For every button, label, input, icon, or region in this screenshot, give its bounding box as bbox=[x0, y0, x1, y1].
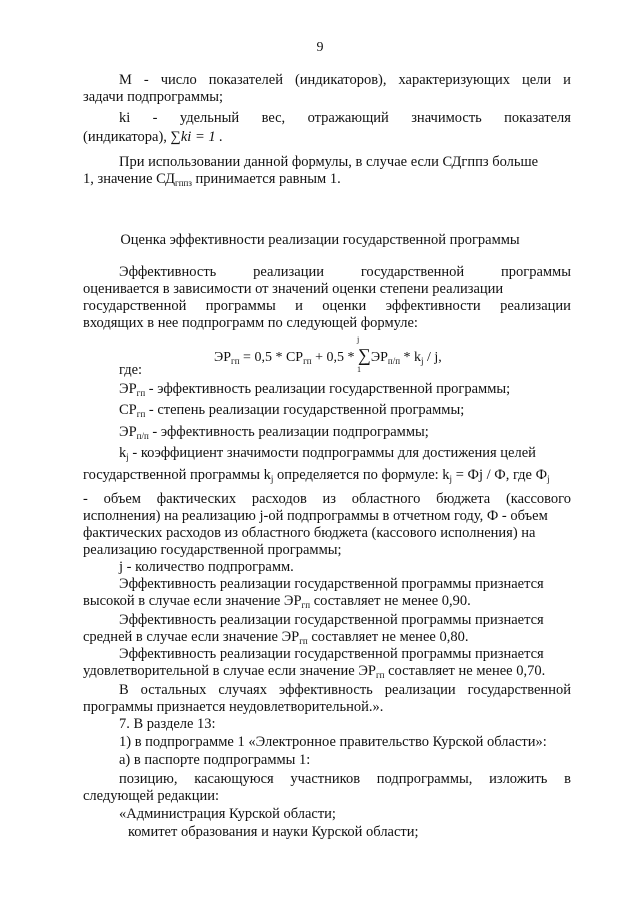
definition-text: - коэффициент значимости подпрограммы для достижения целей bbox=[128, 445, 536, 461]
definition-text: - эффективность реализации подпрограммы; bbox=[148, 424, 429, 440]
text-line: входящих в нее подпрограмм по следующей формуле: bbox=[83, 315, 418, 331]
subscript: j bbox=[449, 474, 453, 484]
text-line bbox=[83, 467, 571, 484]
word: показателя bbox=[504, 110, 571, 126]
text-line: задачи подпрограммы; bbox=[83, 89, 224, 105]
definition-text: - эффективность реализации государственной программы; bbox=[145, 381, 511, 397]
word: - bbox=[143, 72, 149, 88]
word: и bbox=[295, 298, 303, 314]
word: подпрограммы, bbox=[376, 771, 473, 787]
text-line: оценивается в зависимости от значений оценки степени реализации bbox=[83, 281, 504, 297]
word: фактических bbox=[156, 491, 237, 507]
text-part: определяется по формуле: k bbox=[273, 467, 450, 483]
word: реализации bbox=[500, 298, 571, 314]
text-line: а) в паспорте подпрограммы 1: bbox=[119, 752, 311, 768]
text-line: реализацию государственной программы; bbox=[83, 542, 342, 558]
text-line: Эффективность реализации государственной программы признается bbox=[119, 646, 544, 662]
definition-line bbox=[119, 402, 464, 419]
word: (индикатора), bbox=[83, 129, 167, 145]
word: позицию, bbox=[119, 771, 178, 787]
subscript: гп bbox=[303, 356, 312, 366]
page-number: 9 bbox=[316, 40, 324, 55]
definition-line bbox=[119, 424, 429, 441]
text-line bbox=[83, 663, 545, 680]
word: государственной bbox=[83, 298, 187, 314]
subscript: гп bbox=[301, 600, 311, 610]
text-line: где: bbox=[119, 362, 143, 378]
text-line: 7. В разделе 13: bbox=[119, 716, 216, 732]
word: эффективности bbox=[385, 298, 481, 314]
word: - bbox=[83, 491, 88, 507]
subscript: j bbox=[547, 474, 550, 484]
word: случаях bbox=[218, 682, 267, 698]
text-part: принимается равным 1. bbox=[191, 171, 341, 187]
subscript: п/п bbox=[387, 356, 401, 366]
word: изложить bbox=[489, 771, 548, 787]
word: отражающий bbox=[307, 110, 389, 126]
text-line bbox=[119, 771, 571, 788]
text-part: государственной программы k bbox=[83, 467, 271, 483]
word: реализации bbox=[384, 682, 456, 698]
word: расходов bbox=[251, 491, 307, 507]
text-line bbox=[83, 129, 223, 146]
word: Эффективность bbox=[119, 264, 217, 280]
subscript: п/п bbox=[136, 431, 149, 441]
subscript: гп bbox=[136, 388, 146, 398]
text-line: комитет образования и науки Курской области; bbox=[128, 824, 419, 840]
word: оценки bbox=[322, 298, 367, 314]
word: (кассового bbox=[505, 491, 571, 507]
text-part: составляет не менее 0,70. bbox=[384, 663, 546, 679]
symbol: СР bbox=[119, 402, 137, 418]
word: ki bbox=[119, 110, 131, 126]
symbol: k bbox=[119, 445, 127, 461]
text-line: фактических расходов из областного бюджета (кассового исполнения) на bbox=[83, 525, 536, 541]
formula-part: = 0,5 * СР bbox=[239, 350, 304, 365]
text-line: «Администрация Курской области; bbox=[119, 806, 336, 822]
text-part: средней в случае если значение ЭР bbox=[83, 629, 300, 645]
text-line: j - количество подпрограмм. bbox=[119, 559, 294, 575]
subscript: гп bbox=[136, 409, 146, 419]
word: из bbox=[322, 491, 337, 507]
text-line: исполнения) на реализацию j-ой подпрограммы в отчетном году, Ф - объем bbox=[83, 508, 548, 524]
text-part: = Фj / Ф, где Ф bbox=[452, 467, 548, 483]
word: - bbox=[152, 110, 158, 126]
subscript: гп bbox=[299, 636, 308, 646]
subscript: j bbox=[270, 474, 274, 484]
text-part: удовлетворительной в случае если значение ЭР bbox=[83, 663, 376, 679]
text-line bbox=[83, 629, 468, 646]
word: и bbox=[563, 72, 571, 88]
text-line bbox=[119, 72, 571, 89]
word: реализации bbox=[253, 264, 324, 280]
text-line: Эффективность реализации государственной программы признается bbox=[119, 576, 544, 592]
word: (индикаторов), bbox=[294, 72, 387, 88]
section-heading: Оценка эффективности реализации государственной программы bbox=[120, 232, 520, 248]
text-line bbox=[119, 264, 571, 281]
sum-ki-formula: ∑ki = 1 . bbox=[170, 129, 223, 145]
text-line: программы признается неудовлетворительной.». bbox=[83, 699, 384, 715]
text-part: составляет не менее 0,80. bbox=[307, 629, 469, 645]
subscript: гп bbox=[375, 670, 385, 680]
text-line bbox=[119, 682, 571, 699]
word: объем bbox=[103, 491, 141, 507]
definition-line bbox=[119, 445, 536, 462]
subscript: гппз bbox=[175, 178, 192, 188]
word: вес, bbox=[261, 110, 286, 126]
text-line: При использовании данной формулы, в случае если СДгппз больше bbox=[119, 154, 539, 170]
word: областного bbox=[351, 491, 421, 507]
sum-symbol: ∑ bbox=[358, 345, 371, 365]
word: в bbox=[564, 771, 571, 787]
text-line bbox=[83, 491, 571, 508]
text-line bbox=[119, 110, 571, 127]
word: участников bbox=[290, 771, 361, 787]
symbol: ЭР bbox=[119, 424, 137, 440]
subscript: гп bbox=[231, 356, 240, 366]
definition-text: - степень реализации государственной программы; bbox=[145, 402, 465, 418]
text-part: 1, значение СД bbox=[83, 171, 175, 187]
word: показателей bbox=[208, 72, 283, 88]
word: остальных bbox=[140, 682, 207, 698]
word: характеризующих bbox=[398, 72, 510, 88]
subscript: j bbox=[126, 452, 129, 462]
word: программы bbox=[500, 264, 571, 280]
text-line bbox=[83, 593, 471, 610]
definition-line bbox=[119, 381, 510, 398]
symbol: ЭР bbox=[119, 381, 137, 397]
word: удельный bbox=[179, 110, 240, 126]
text-line bbox=[83, 298, 571, 315]
word: В bbox=[119, 682, 129, 698]
text-part: составляет не менее 0,90. bbox=[310, 593, 471, 609]
word: государственной bbox=[360, 264, 465, 280]
formula-part: * k bbox=[400, 350, 422, 365]
efficiency-formula bbox=[214, 335, 454, 374]
word: эффективность bbox=[278, 682, 373, 698]
sum-upper-limit: j bbox=[357, 335, 360, 344]
word: государственной bbox=[467, 682, 571, 698]
formula-part: / j, bbox=[423, 350, 442, 365]
word: касающуюся bbox=[194, 771, 274, 787]
word: значимость bbox=[411, 110, 482, 126]
text-line: следующей редакции: bbox=[83, 788, 220, 804]
formula-part: ЭР bbox=[370, 350, 388, 365]
formula-part: ЭР bbox=[214, 350, 232, 365]
word: М bbox=[119, 72, 132, 88]
text-part: высокой в случае если значение ЭР bbox=[83, 593, 302, 609]
text-line bbox=[83, 171, 341, 188]
text-line: 1) в подпрограмме 1 «Электронное правительство Курской области»: bbox=[119, 734, 547, 750]
word: бюджета bbox=[436, 491, 491, 507]
subscript: j bbox=[421, 356, 424, 366]
word: цели bbox=[521, 72, 552, 88]
word: программы bbox=[205, 298, 276, 314]
text-line: Эффективность реализации государственной программы признается bbox=[119, 612, 544, 628]
formula-part: + 0,5 * bbox=[311, 350, 358, 365]
word: число bbox=[160, 72, 197, 88]
sum-lower-limit: 1 bbox=[357, 365, 361, 374]
